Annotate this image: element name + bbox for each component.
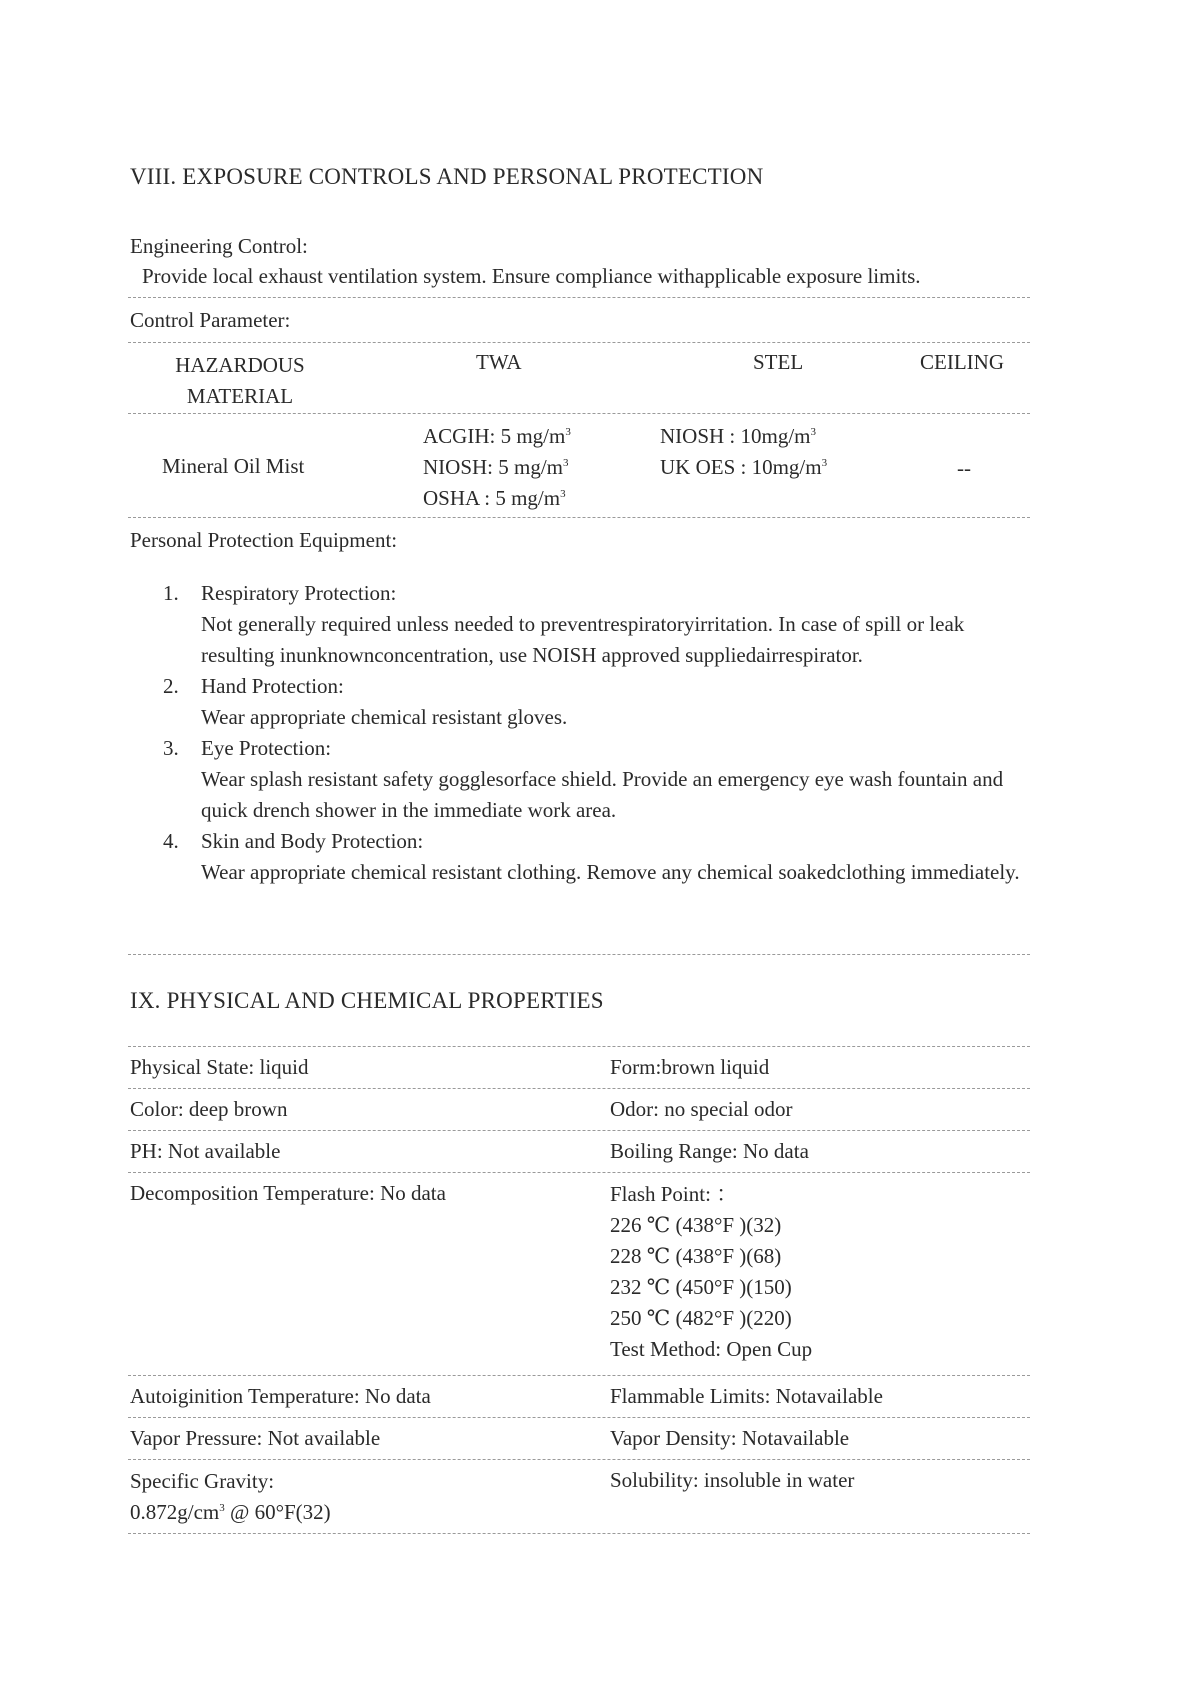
prop-boiling-range: Boiling Range: No data (610, 1139, 809, 1163)
row-rule (128, 1088, 1030, 1089)
ppe-text: Wear appropriate chemical resistant clothing. Remove any chemical soakedclothing immediately. (201, 860, 1020, 884)
prop-flash-point (610, 1179, 812, 1365)
prop-ph: PH: Not available (130, 1139, 281, 1163)
table-header-rule (128, 413, 1030, 414)
row-rule (128, 1417, 1030, 1418)
stel-values (660, 421, 827, 483)
flash-point-label: Flash Point: ： (610, 1182, 738, 1206)
header-ceiling: CEILING (920, 350, 1004, 374)
divider (128, 297, 1030, 298)
prop-color: Color: deep brown (130, 1097, 288, 1121)
prop-odor: Odor: no special odor (610, 1097, 793, 1121)
ppe-item-skin-body: 4. Skin and Body Protection: Wear appropriate chemical resistant clothing. Remove any chemical soakedclothing immediately. (163, 826, 1043, 888)
table-bottom-rule (128, 517, 1030, 518)
prop-form: Form:brown liquid (610, 1055, 770, 1079)
ppe-text: Wear appropriate chemical resistant gloves. (201, 705, 568, 729)
specific-gravity-label: Specific Gravity: (130, 1469, 275, 1493)
prop-vapor-density: Vapor Density: Notavailable (610, 1426, 850, 1450)
ppe-item-eye: 3. Eye Protection: Wear splash resistant safety gogglesorface shield. Provide an emergency eye wash fountain and quick drench shower in the immediate work area. (163, 733, 1043, 826)
flash-point-2: 228 ℃ (438°F )(68) (610, 1244, 782, 1268)
row-rule (128, 1459, 1030, 1460)
row-rule (128, 1172, 1030, 1173)
prop-solubility: Solubility: insoluble in water (610, 1468, 855, 1492)
twa-values (423, 421, 571, 514)
prop-autoignition: Autoiginition Temperature: No data (130, 1384, 431, 1408)
header-hazardous-material (150, 350, 330, 412)
table-top-rule (128, 342, 1030, 343)
ppe-text: Not generally required unless needed to preventrespiratoryirritation. In case of spill or leak resulting inunknownconcentration, use NOISH approved suppliedairrespirator. (201, 612, 965, 667)
stel-uk-oes: UK OES : $10mg/m^3$ (660, 455, 828, 479)
prop-physical-state: Physical State: liquid (130, 1055, 309, 1079)
row-material: Mineral Oil Mist (162, 454, 305, 478)
props-bottom-rule (128, 1533, 1030, 1534)
row-rule (128, 1375, 1030, 1376)
flash-point-3: 232 ℃ (450°F )(150) (610, 1275, 792, 1299)
ceiling-value: -- (957, 456, 971, 480)
prop-decomposition: Decomposition Temperature: No data (130, 1181, 446, 1205)
ppe-label: Personal Protection Equipment: (130, 528, 398, 552)
ppe-text: Wear splash resistant safety gogglesorface shield. Provide an emergency eye wash fountain and quick drench shower in the immediate work area. (201, 767, 1004, 822)
header-twa: TWA (476, 350, 522, 374)
section-8-title: VIII. EXPOSURE CONTROLS AND PERSONAL PROTECTION (130, 164, 764, 189)
section-9-title: IX. PHYSICAL AND CHEMICAL PROPERTIES (130, 988, 604, 1013)
stel-niosh: NIOSH : $10mg/m^3$ (660, 424, 817, 448)
header-material-line2: MATERIAL (186, 384, 294, 408)
prop-specific-gravity (130, 1466, 331, 1528)
flash-point-1: 226 ℃ (438°F )(32) (610, 1213, 782, 1237)
section-divider (128, 954, 1030, 955)
ppe-item-hand: 2. Hand Protection: Wear appropriate chemical resistant gloves. (163, 671, 1043, 733)
specific-gravity-value: $0.872g/cm^3$ @ 60°F(32) (130, 1500, 331, 1524)
row-rule (128, 1130, 1030, 1131)
twa-acgih: ACGIH: 5 $mg/m^3$ (423, 424, 571, 448)
twa-osha: OSHA : 5 $mg/m^3$ (423, 486, 566, 510)
ppe-list (163, 578, 1043, 888)
flash-point-4: 250 ℃ (482°F )(220) (610, 1306, 792, 1330)
header-material-line1: HAZARDOUS (175, 353, 305, 377)
ppe-title: Hand Protection: (201, 674, 344, 698)
flash-test-method: Test Method: Open Cup (610, 1337, 813, 1361)
props-top-rule (128, 1046, 1030, 1047)
ppe-title: Respiratory Protection: (201, 581, 397, 605)
engineering-control-label: Engineering Control: (130, 234, 308, 258)
prop-vapor-pressure: Vapor Pressure: Not available (130, 1426, 381, 1450)
ppe-title: Skin and Body Protection: (201, 829, 424, 853)
control-parameter-label: Control Parameter: (130, 308, 291, 332)
header-stel: STEL (753, 350, 804, 374)
twa-niosh: NIOSH: 5 $mg/m^3$ (423, 455, 569, 479)
ppe-item-respiratory: 1. Respiratory Protection: Not generally required unless needed to preventrespiratoryirritation. In case of spill or leak resulting inunknownconcentration, use NOISH approved suppliedairrespirator. (163, 578, 1043, 671)
ppe-title: Eye Protection: (201, 736, 332, 760)
prop-flammable-limits: Flammable Limits: Notavailable (610, 1384, 883, 1408)
engineering-control-text: Provide local exhaust ventilation system. Ensure compliance withapplicable exposure limits. (142, 264, 921, 288)
